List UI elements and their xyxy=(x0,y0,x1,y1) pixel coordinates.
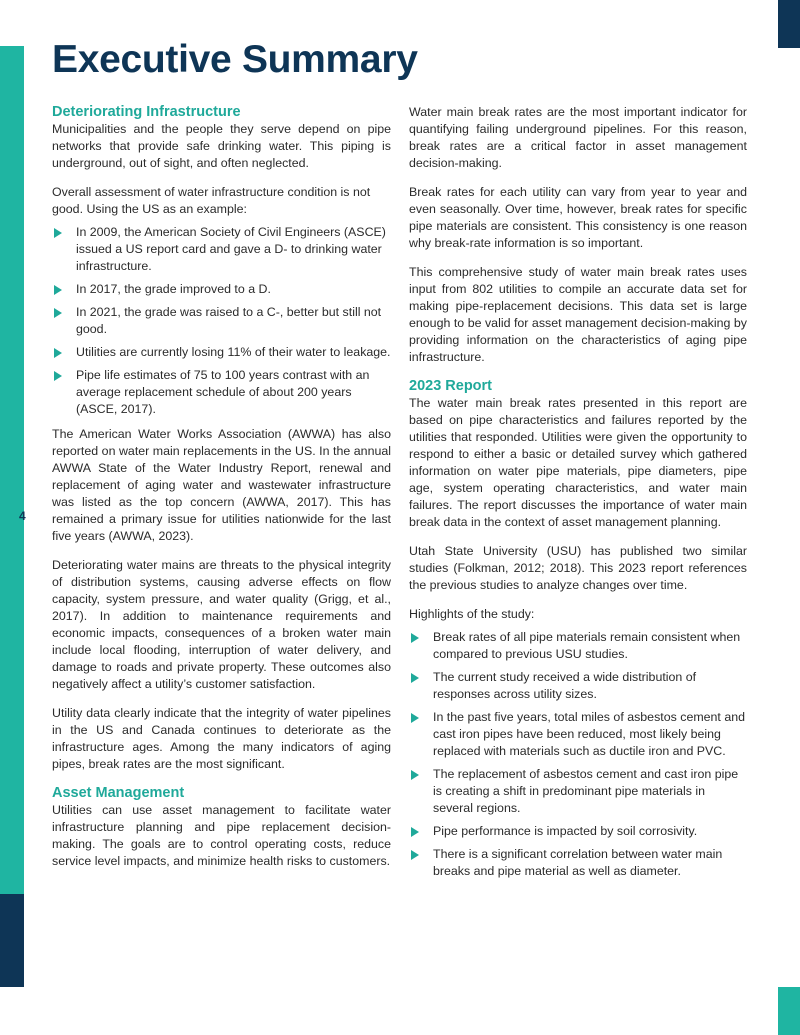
triangle-bullet-icon xyxy=(54,348,62,358)
list-item-text: Utilities are currently losing 11% of their water to leakage. xyxy=(76,345,391,359)
triangle-bullet-icon xyxy=(54,285,62,295)
paragraph: Utilities can use asset management to facilitate water infrastructure planning and pipe replacement decision-making. The goals are to control operating costs, reduce service level impacts, and minimize health risks to customers. xyxy=(52,803,391,868)
paragraph: Deteriorating water mains are threats to the physical integrity of distribution systems, causing adverse effects on flow capacity, system pressure, and water quality (Grigg, et al., 2017). In addition to maintenance requirements and economic impacts, consequences of a broken water main include local flooding, interruption of water delivery, and damage to roads and private property. These outcomes also negatively affect a utility’s customer satisfaction. xyxy=(52,558,391,691)
paragraph: Water main break rates are the most important indicator for quantifying failing underground pipelines. For this reason, break rates are a critical factor in asset management decision-making. xyxy=(409,105,747,170)
paragraph: The American Water Works Association (AWWA) has also reported on water main replacements in the US. In the annual AWWA State of the Water Industry Report, renewal and replacement of aging water and wastewater infrastructure was listed as the top concern (AWWA, 2017). This has remained a primary issue for utilities nationwide for the last five years (AWWA, 2023). xyxy=(52,427,391,543)
list-item xyxy=(52,224,391,275)
list-item-text: The replacement of asbestos cement and cast iron pipe is creating a shift in predominant pipe materials in several regions. xyxy=(433,767,739,815)
left-accent-bar xyxy=(0,46,24,894)
triangle-bullet-icon xyxy=(54,308,62,318)
list-item xyxy=(409,766,747,817)
triangle-bullet-icon xyxy=(411,827,419,837)
triangle-bullet-icon xyxy=(411,850,419,860)
paragraph: The water main break rates presented in this report are based on pipe characteristics and failures reported by the utilities that responded. Utilities were given the opportunity to respond to either a basic or detailed survey which gathered information on water pipe materials, pipe diameters, pipe age, system operating characteristics, and water main failures. The report discusses the importance of water main break data in the context of asset management planning. xyxy=(409,396,747,529)
list-item-text: In 2009, the American Society of Civil Engineers (ASCE) issued a US report card and gave a D- to drinking water infrastructure. xyxy=(76,225,386,273)
list-item-text: There is a significant correlation between water main breaks and pipe material as well as diameter. xyxy=(433,847,723,878)
list-item xyxy=(52,344,391,361)
page-number: 4 xyxy=(19,509,26,523)
left-column xyxy=(52,104,391,882)
list-item xyxy=(52,304,391,338)
triangle-bullet-icon xyxy=(54,371,62,381)
left-accent-bar-dark xyxy=(0,894,24,987)
paragraph: Highlights of the study: xyxy=(409,607,535,621)
paragraph: This comprehensive study of water main break rates uses input from 802 utilities to compile an accurate data set for making pipe-replacement decisions. This data set is large enough to be valid for asset management decision-making by providing information on the characteristics of aging pipe infrastructure. xyxy=(409,265,747,364)
paragraph: Overall assessment of water infrastructure condition is not good. Using the US as an example: xyxy=(52,185,371,216)
list-item-text: Break rates of all pipe materials remain consistent when compared to previous USU studies. xyxy=(433,630,741,661)
bottom-right-accent xyxy=(778,987,800,1035)
list-item xyxy=(409,629,747,663)
triangle-bullet-icon xyxy=(411,673,419,683)
list-item-text: In 2017, the grade improved to a D. xyxy=(76,282,271,296)
triangle-bullet-icon xyxy=(411,633,419,643)
list-item-text: In 2021, the grade was raised to a C-, better but still not good. xyxy=(76,305,382,336)
section-heading-infrastructure: Deteriorating Infrastructure xyxy=(52,104,241,120)
section-heading-asset-management: Asset Management xyxy=(52,785,185,801)
section-heading-2023-report: 2023 Report xyxy=(409,378,493,394)
list-item xyxy=(52,281,391,298)
top-right-accent xyxy=(778,0,800,48)
triangle-bullet-icon xyxy=(411,770,419,780)
list-item xyxy=(409,846,747,880)
paragraph: Municipalities and the people they serve depend on pipe networks that provide safe drinking water. This piping is underground, out of sight, and often neglected. xyxy=(52,122,391,170)
list-item xyxy=(409,823,747,840)
paragraph: Utility data clearly indicate that the integrity of water pipelines in the US and Canada continues to deteriorate as the infrastructure ages. Among the many indicators of aging pipes, break rates are the most significant. xyxy=(52,706,391,771)
list-item xyxy=(409,709,747,760)
right-column xyxy=(409,104,747,888)
paragraph: Utah State University (USU) has published two similar studies (Folkman, 2012; 2018). This 2023 report references the previous studies to analyze changes over time. xyxy=(409,544,747,592)
list-item-text: In the past five years, total miles of asbestos cement and cast iron pipes have been reduced, most likely being replaced with materials such as ductile iron and PVC. xyxy=(433,710,745,758)
list-item xyxy=(52,367,391,418)
page-title: Executive Summary xyxy=(52,38,418,81)
list-item-text: The current study received a wide distribution of responses across utility sizes. xyxy=(433,670,697,701)
list-item-text: Pipe performance is impacted by soil corrosivity. xyxy=(433,824,698,838)
paragraph: Break rates for each utility can vary from year to year and even seasonally. Over time, however, break rates for specific pipe materials are consistent. This consistency is one reason why break-rate information is so important. xyxy=(409,185,747,250)
list-item xyxy=(409,669,747,703)
triangle-bullet-icon xyxy=(54,228,62,238)
list-item-text: Pipe life estimates of 75 to 100 years contrast with an average replacement schedule of about 200 years (ASCE, 2017). xyxy=(76,368,370,416)
bullet-list xyxy=(409,629,747,880)
triangle-bullet-icon xyxy=(411,713,419,723)
bullet-list xyxy=(52,224,391,418)
